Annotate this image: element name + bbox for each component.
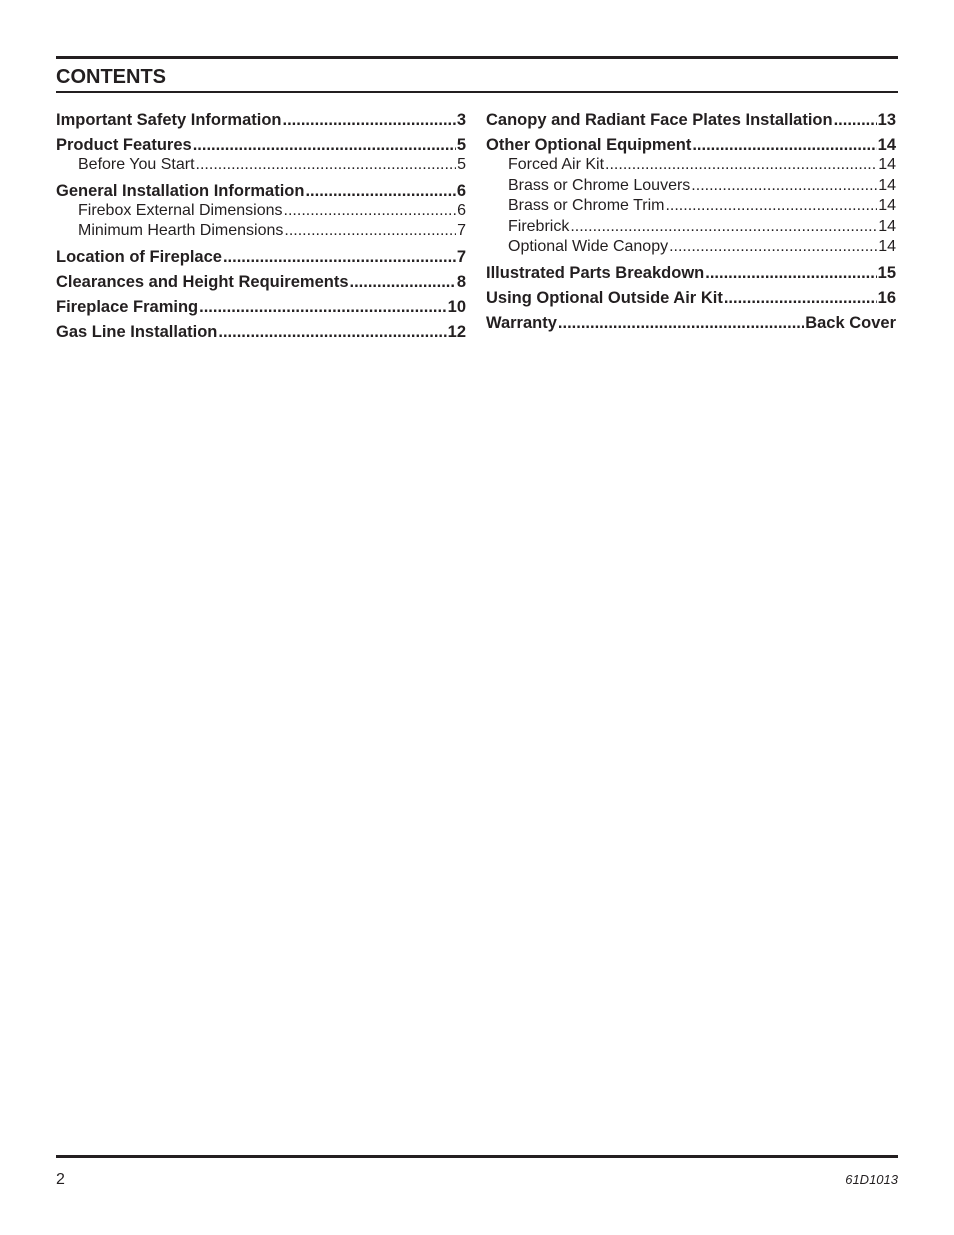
toc-dot-leader <box>669 237 877 258</box>
toc-dot-leader <box>283 110 456 130</box>
toc-dot-leader <box>223 247 456 267</box>
toc-entry-page: 16 <box>877 288 896 307</box>
toc-right-column <box>486 110 896 333</box>
toc-entry[interactable] <box>486 313 896 333</box>
toc-subentry[interactable] <box>486 155 896 176</box>
toc-subentry[interactable] <box>486 176 896 197</box>
toc-entry-page: 10 <box>447 297 466 316</box>
toc-entry-label: Optional Wide Canopy <box>508 238 669 255</box>
toc-entry-label: Fireplace Framing <box>56 297 199 316</box>
toc-entry-page: 7 <box>457 222 466 239</box>
toc-dot-leader <box>605 155 877 176</box>
toc-entry-label: Minimum Hearth Dimensions <box>78 222 284 239</box>
document-number: 61D1013 <box>845 1172 898 1187</box>
toc-entry-label: Before You Start <box>78 156 195 173</box>
toc-entry-label: Location of Fireplace <box>56 247 222 266</box>
toc-dot-leader <box>692 135 876 155</box>
toc-entry[interactable] <box>56 247 466 267</box>
toc-entry-page: 6 <box>456 181 466 200</box>
toc-entry-page: 14 <box>878 217 896 235</box>
toc-subentry[interactable] <box>56 155 466 176</box>
toc-entry-label: General Installation Information <box>56 181 305 200</box>
toc-entry-page: 5 <box>456 136 466 154</box>
toc-entry-label: Warranty <box>486 313 557 332</box>
title-rule <box>56 91 898 93</box>
toc-subentry[interactable] <box>486 196 896 217</box>
toc-dot-leader <box>284 221 456 242</box>
toc-entry-label: Brass or Chrome Louvers <box>508 176 691 194</box>
toc-entry-page: 12 <box>447 322 466 341</box>
toc-entry-page: 6 <box>457 201 466 219</box>
toc-entry-label: Canopy and Radiant Face Plates Installation <box>486 111 833 129</box>
page-title: CONTENTS <box>56 66 166 88</box>
toc-entry-page: 7 <box>456 247 466 266</box>
page-number: 2 <box>56 1171 65 1188</box>
toc-entry-page: 14 <box>878 238 896 255</box>
toc-dot-leader <box>199 297 447 317</box>
toc-entry-label: Forced Air Kit <box>508 156 605 173</box>
toc-subentry[interactable] <box>486 217 896 238</box>
toc-entry-page: 14 <box>878 156 896 173</box>
toc-entry[interactable] <box>56 297 466 317</box>
bottom-rule <box>56 1155 898 1158</box>
toc-entry-label: Important Safety Information <box>56 111 282 129</box>
toc-dot-leader <box>834 110 877 130</box>
toc-entry-label: Firebrick <box>508 217 570 235</box>
toc-entry[interactable] <box>486 263 896 283</box>
toc-entry[interactable] <box>56 322 466 342</box>
toc-dot-leader <box>196 155 457 176</box>
toc-entry[interactable] <box>486 110 896 130</box>
toc-entry[interactable] <box>486 135 896 155</box>
toc-dot-leader <box>691 176 877 197</box>
toc-entry[interactable] <box>56 135 466 155</box>
toc-dot-leader <box>193 135 456 155</box>
toc-entry-label: Using Optional Outside Air Kit <box>486 288 723 307</box>
toc-subentry[interactable] <box>486 237 896 258</box>
toc-dot-leader <box>218 322 446 342</box>
toc-dot-leader <box>305 181 455 201</box>
toc-dot-leader <box>284 201 457 222</box>
toc-entry[interactable] <box>56 272 466 292</box>
toc-dot-leader <box>570 217 877 238</box>
toc-entry-page: 8 <box>456 272 466 291</box>
toc-entry-page: 15 <box>877 263 896 282</box>
toc-entry-page: Back Cover <box>805 313 896 332</box>
top-rule <box>56 56 898 59</box>
toc-entry-page: 14 <box>877 136 896 154</box>
toc-entry-page: 3 <box>456 111 466 129</box>
toc-entry-label: Product Features <box>56 136 192 154</box>
toc-entry[interactable] <box>56 110 466 130</box>
toc-entry[interactable] <box>486 288 896 308</box>
toc-subentry[interactable] <box>56 221 466 242</box>
toc-dot-leader <box>705 263 876 283</box>
toc-entry-label: Clearances and Height Requirements <box>56 272 349 291</box>
toc-entry-page: 14 <box>878 176 896 194</box>
toc-entry-label: Brass or Chrome Trim <box>508 197 665 214</box>
toc-entry-page: 13 <box>877 111 896 129</box>
toc-entry-page: 14 <box>878 197 896 214</box>
toc-dot-leader <box>558 313 804 333</box>
toc-dot-leader <box>724 288 877 308</box>
toc-dot-leader <box>350 272 456 292</box>
toc-entry-label: Illustrated Parts Breakdown <box>486 263 705 282</box>
toc-entry-label: Gas Line Installation <box>56 322 218 341</box>
toc-left-column <box>56 110 466 342</box>
toc-entry-page: 5 <box>457 156 466 173</box>
toc-subentry[interactable] <box>56 201 466 222</box>
toc-dot-leader <box>665 196 877 217</box>
toc-entry[interactable] <box>56 181 466 201</box>
toc-entry-label: Other Optional Equipment <box>486 136 692 154</box>
toc-entry-label: Firebox External Dimensions <box>78 201 283 219</box>
